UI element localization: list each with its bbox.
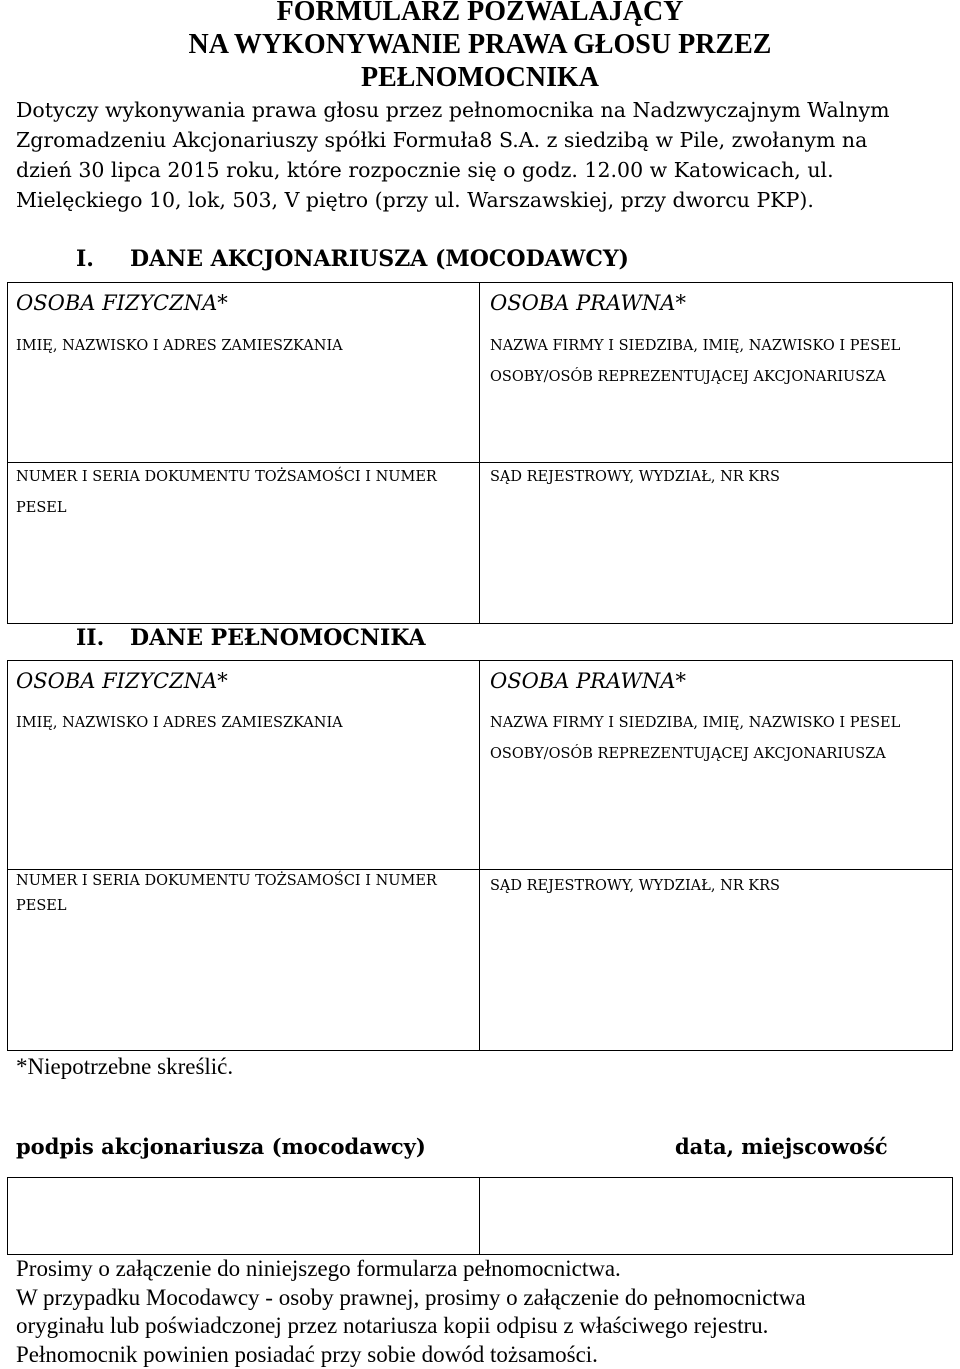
form-title-line-2: NA WYKONYWANIE PRAWA GŁOSU PRZEZ	[188, 29, 772, 60]
s2-label-pesel: PESEL	[16, 898, 67, 914]
date-place-field[interactable]	[479, 1177, 953, 1255]
s1-label-name-address: IMIĘ, NAZWISKO I ADRES ZAMIESZKANIA	[16, 338, 343, 354]
intro-line: Dotyczy wykonywania prawa głosu przez pełnomocnika na Nadzwyczajnym Walnym	[16, 98, 890, 122]
s2-label-name-address: IMIĘ, NAZWISKO I ADRES ZAMIESZKANIA	[16, 715, 343, 731]
intro-paragraph	[16, 95, 956, 215]
s2-label-registry: SĄD REJESTROWY, WYDZIAŁ, NR KRS	[490, 878, 780, 894]
s1-label-registry: SĄD REJESTROWY, WYDZIAŁ, NR KRS	[490, 469, 780, 485]
s1-category-natural-person: OSOBA FIZYCZNA*	[16, 291, 228, 315]
s2-label-representatives: OSOBY/OSÓB REPREZENTUJĄCEJ AKCJONARIUSZA	[490, 746, 886, 762]
form-title-line-1: FORMULARZ POZWALAJĄCY	[276, 0, 684, 27]
s2-natural-person-id-document-field[interactable]	[7, 869, 480, 1051]
s2-category-legal-entity: OSOBA PRAWNA*	[490, 669, 686, 693]
s1-label-id-document: NUMER I SERIA DOKUMENTU TOŻSAMOŚCI I NUMER	[16, 469, 437, 485]
footer-line: oryginału lub poświadczonej przez notariusza kopii odpisu z właściwego rejestru.	[16, 1313, 769, 1338]
s1-category-legal-entity: OSOBA PRAWNA*	[490, 291, 686, 315]
s2-label-id-document: NUMER I SERIA DOKUMENTU TOŻSAMOŚCI I NUMER	[16, 873, 437, 889]
footnote-cross-out: *Niepotrzebne skreślić.	[16, 1054, 234, 1079]
s1-label-pesel: PESEL	[16, 500, 67, 516]
signature-label: podpis akcjonariusza (mocodawcy)	[16, 1134, 426, 1159]
s1-label-company: NAZWA FIRMY I SIEDZIBA, IMIĘ, NAZWISKO I PESEL	[490, 338, 901, 354]
section-1-heading: DANE AKCJONARIUSZA (MOCODAWCY)	[130, 246, 629, 272]
s1-label-representatives: OSOBY/OSÓB REPREZENTUJĄCEJ AKCJONARIUSZA	[490, 369, 886, 385]
date-place-label: data, miejscowość	[675, 1134, 888, 1159]
section-2-heading: DANE PEŁNOMOCNIKA	[130, 625, 426, 651]
footer-instructions	[16, 1255, 956, 1369]
s2-label-company: NAZWA FIRMY I SIEDZIBA, IMIĘ, NAZWISKO I PESEL	[490, 715, 901, 731]
s2-category-natural-person: OSOBA FIZYCZNA*	[16, 669, 228, 693]
footer-line: Pełnomocnik powinien posiadać przy sobie dowód tożsamości.	[16, 1341, 598, 1367]
form-title-line-3: PEŁNOMOCNIKA	[361, 62, 599, 93]
intro-line: Mielęckiego 10, lok, 503, V piętro (przy ul. Warszawskiej, przy dworcu PKP).	[16, 188, 814, 212]
intro-line: dzień 30 lipca 2015 roku, które rozpocznie się o godz. 12.00 w Katowicach, ul.	[16, 158, 834, 182]
footer-line: Prosimy o załączenie do niniejszego formularza pełnomocnictwa.	[16, 1256, 621, 1281]
intro-line: Zgromadzeniu Akcjonariuszy spółki Formuła8 S.A. z siedzibą w Pile, zwołanym na	[16, 128, 868, 152]
signature-field[interactable]	[7, 1177, 480, 1255]
section-2-number: II.	[76, 625, 105, 651]
section-1-number: I.	[76, 246, 94, 272]
footer-line: W przypadku Mocodawcy - osoby prawnej, prosimy o załączenie do pełnomocnictwa	[16, 1284, 806, 1310]
